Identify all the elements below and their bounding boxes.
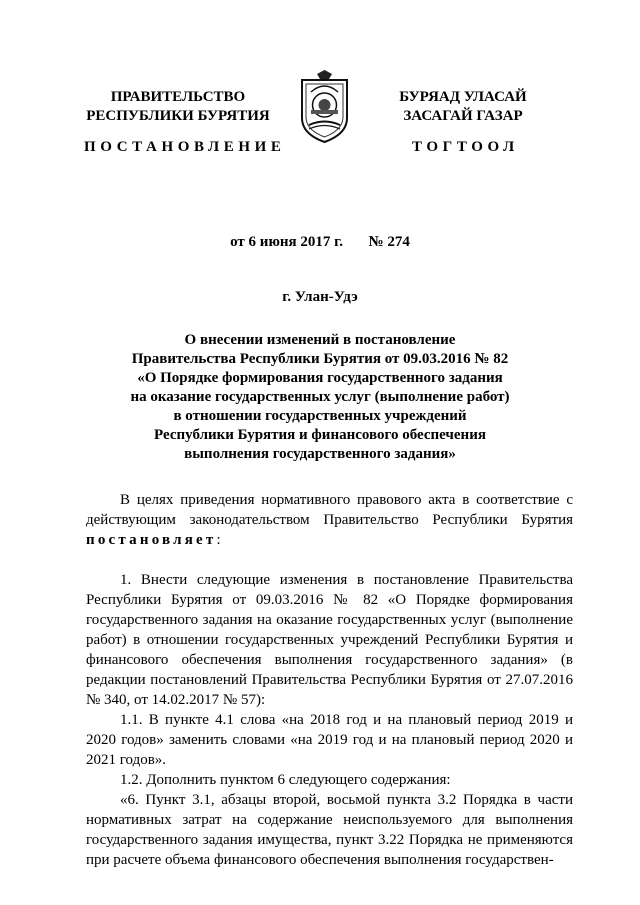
title-line: Правительства Республики Бурятия от 09.03.2016 № 82 — [131, 351, 509, 367]
title-line: выполнения государственного задания» — [184, 446, 456, 462]
document-city: г. Улан-Удэ — [282, 289, 358, 305]
government-name-buryat — [378, 88, 548, 126]
government-name-buryat-line1: БУРЯАД УЛАСАЙ — [399, 89, 527, 105]
paragraph-6-quote: «6. Пункт 3.1, абзацы второй, восьмой пункта 3.2 Порядка в части нормативных затрат на содержание неиспользуемого для выполнения государственного задания имущества, пункт 3.22 Порядка не применяются при расчете объема финансового обеспечения выполнения государствен- — [86, 792, 573, 868]
paragraph-1-2: 1.2. Дополнить пунктом 6 следующего содержания: — [120, 772, 451, 788]
preamble-text: В целях приведения нормативного правового акта в соответствие с действующим законодательством Правительство Республики Бурятия — [86, 492, 573, 528]
preamble-paragraph — [86, 490, 573, 550]
coat-of-arms-icon — [297, 70, 352, 144]
title-line: О внесении изменений в постановление — [184, 332, 456, 348]
government-name-line1: ПРАВИТЕЛЬСТВО — [110, 89, 246, 105]
paragraph-1-1: 1.1. В пункте 4.1 слова «на 2018 год и на плановый период 2019 и 2020 годов» заменить словами «на 2019 год и на плановый период 2020 и 2021 годов». — [86, 712, 573, 768]
document-title — [100, 331, 540, 464]
title-line: Республики Бурятия и финансового обеспечения — [154, 427, 486, 443]
resolves-word: постановляет — [86, 532, 217, 548]
document-date: от 6 июня 2017 г. — [230, 234, 344, 250]
government-name-russian — [78, 88, 278, 126]
government-name-line2: РЕСПУБЛИКИ БУРЯТИЯ — [86, 108, 270, 124]
title-line: на оказание государственных услуг (выполнение работ) — [130, 389, 510, 405]
paragraph-1: 1. Внести следующие изменения в постановление Правительства Республики Бурятия от 09.03.2016 № 82 «О Порядке формирования государственного задания на оказание государственных услуг (выполнение работ) в отношении государственных учреждений Республики Бурятия и финансового обеспечения выполнения государственного задания» (в редакции постановлений Правительства Республики Бурятия от 27.07.2016 № 340, от 14.02.2017 № 57): — [86, 572, 573, 708]
government-name-buryat-line2: ЗАСАГАЙ ГАЗАР — [403, 108, 523, 124]
document-type-buryat: ТОГТООЛ — [412, 139, 519, 155]
document-body — [86, 490, 573, 870]
document-number: № 274 — [368, 234, 410, 250]
resolves-colon: : — [216, 532, 221, 548]
title-line: в отношении государственных учреждений — [173, 408, 467, 424]
title-line: «О Порядке формирования государственного задания — [137, 370, 503, 386]
document-date-number — [0, 234, 640, 251]
document-type-russian: ПОСТАНОВЛЕНИЕ — [84, 139, 286, 155]
